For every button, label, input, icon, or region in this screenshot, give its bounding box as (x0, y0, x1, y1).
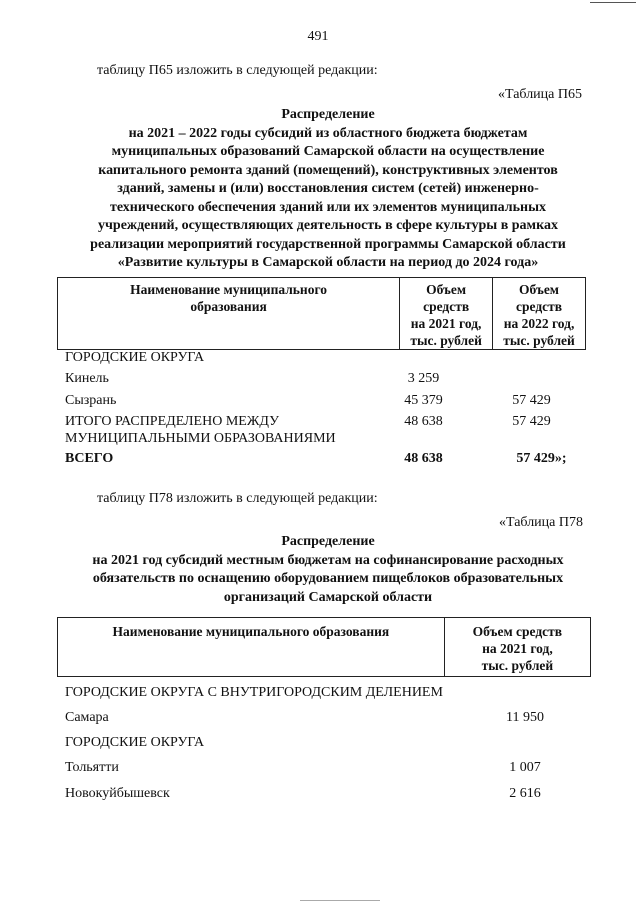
group-label: ГОРОДСКИЕ ОКРУГА (65, 735, 205, 750)
table-row-name: Сызрань (65, 393, 117, 408)
title-line: организаций Самарской области (223, 589, 433, 605)
table-row-2021: 3 259 (407, 371, 440, 386)
header-name-text: Наименование муниципального образования (112, 624, 390, 639)
title-line: Распределение (281, 107, 375, 122)
table-row-name: Тольятти (65, 760, 119, 775)
page-number: 491 (307, 29, 329, 44)
header-2021 (444, 618, 590, 677)
scan-edge-line (590, 2, 636, 3)
table-row-value: 1 007 (509, 760, 541, 775)
section1-table-ref: «Таблица П65 (498, 87, 582, 102)
title-line: капитального ремонта зданий (помещений), конструктивных элементов (98, 162, 558, 178)
title-line: муниципальных образований Самарской области на осуществление (111, 144, 545, 159)
section2-table-ref: «Таблица П78 (499, 515, 583, 530)
itogo-line1: ИТОГО РАСПРЕДЕЛЕНО МЕЖДУ (65, 414, 279, 429)
header-line: на 2021 год, (482, 641, 553, 656)
title-line: технического обеспечения зданий или их элементов муниципальных (109, 199, 547, 215)
section2-title (40, 533, 616, 607)
itogo-2022: 57 429 (512, 414, 551, 429)
header-line: Объем средств (472, 624, 563, 639)
header-line: средств (423, 299, 470, 314)
table-row-value: 11 950 (506, 710, 544, 725)
header-name-text: Наименование муниципального образования (130, 282, 328, 314)
table-row-name: Самара (65, 710, 109, 725)
section2-table-header (57, 617, 591, 677)
header-line: Объем (519, 282, 560, 297)
header-line: тыс. рублей (410, 333, 482, 348)
header-line: тыс. рублей (481, 658, 554, 673)
group-label: ГОРОДСКИЕ ОКРУГА (65, 350, 205, 365)
table-row-2022: 57 429 (512, 393, 551, 408)
title-line: на 2021 год субсидий местным бюджетам на софинансирование расходных (92, 552, 564, 568)
header-line: на 2022 год, (503, 316, 575, 331)
section1-table-header (57, 277, 586, 350)
header-name (58, 278, 400, 350)
table-row-2021: 45 379 (404, 393, 443, 408)
itogo-2021: 48 638 (404, 414, 443, 429)
title-line: обязательств по оснащению оборудованием пищеблоков образовательных (92, 571, 564, 586)
table-row-name: Новокуйбышевск (65, 786, 170, 801)
section2-intro: таблицу П78 изложить в следующей редакции: (97, 491, 378, 506)
title-line: учреждений, осуществляющих деятельность в сфере культуры в рамках (98, 218, 558, 233)
vsego-2021: 48 638 (404, 451, 443, 466)
title-line: на 2021 – 2022 годы субсидий из областного бюджета бюджетам (128, 125, 528, 141)
header-line: на 2021 год, (410, 316, 482, 331)
header-line: средств (516, 299, 563, 314)
vsego-label: ВСЕГО (65, 451, 114, 466)
title-line: зданий, замены и (или) восстановления систем (сетей) инженерно- (117, 181, 539, 196)
section1-intro: таблицу П65 изложить в следующей редакции: (97, 63, 378, 78)
header-2021 (400, 278, 493, 350)
table-row-value: 2 616 (509, 786, 541, 801)
header-line: Объем (426, 282, 467, 297)
scan-edge-line (300, 900, 380, 901)
group-label: ГОРОДСКИЕ ОКРУГА С ВНУТРИГОРОДСКИМ ДЕЛЕНИЕМ (65, 685, 443, 700)
section1-title (40, 106, 616, 273)
vsego-2022: 57 429»; (516, 451, 567, 466)
title-line: «Развитие культуры в Самарской области на период до 2024 года» (117, 255, 539, 270)
itogo-line2: МУНИЦИПАЛЬНЫМИ ОБРАЗОВАНИЯМИ (65, 431, 336, 446)
header-name (58, 618, 445, 677)
table-row-name: Кинель (65, 371, 109, 386)
header-line: тыс. рублей (503, 333, 575, 348)
title-line: реализации мероприятий государственной программы Самарской области (90, 236, 566, 252)
header-2022 (493, 278, 586, 350)
title-line: Распределение (281, 534, 375, 549)
